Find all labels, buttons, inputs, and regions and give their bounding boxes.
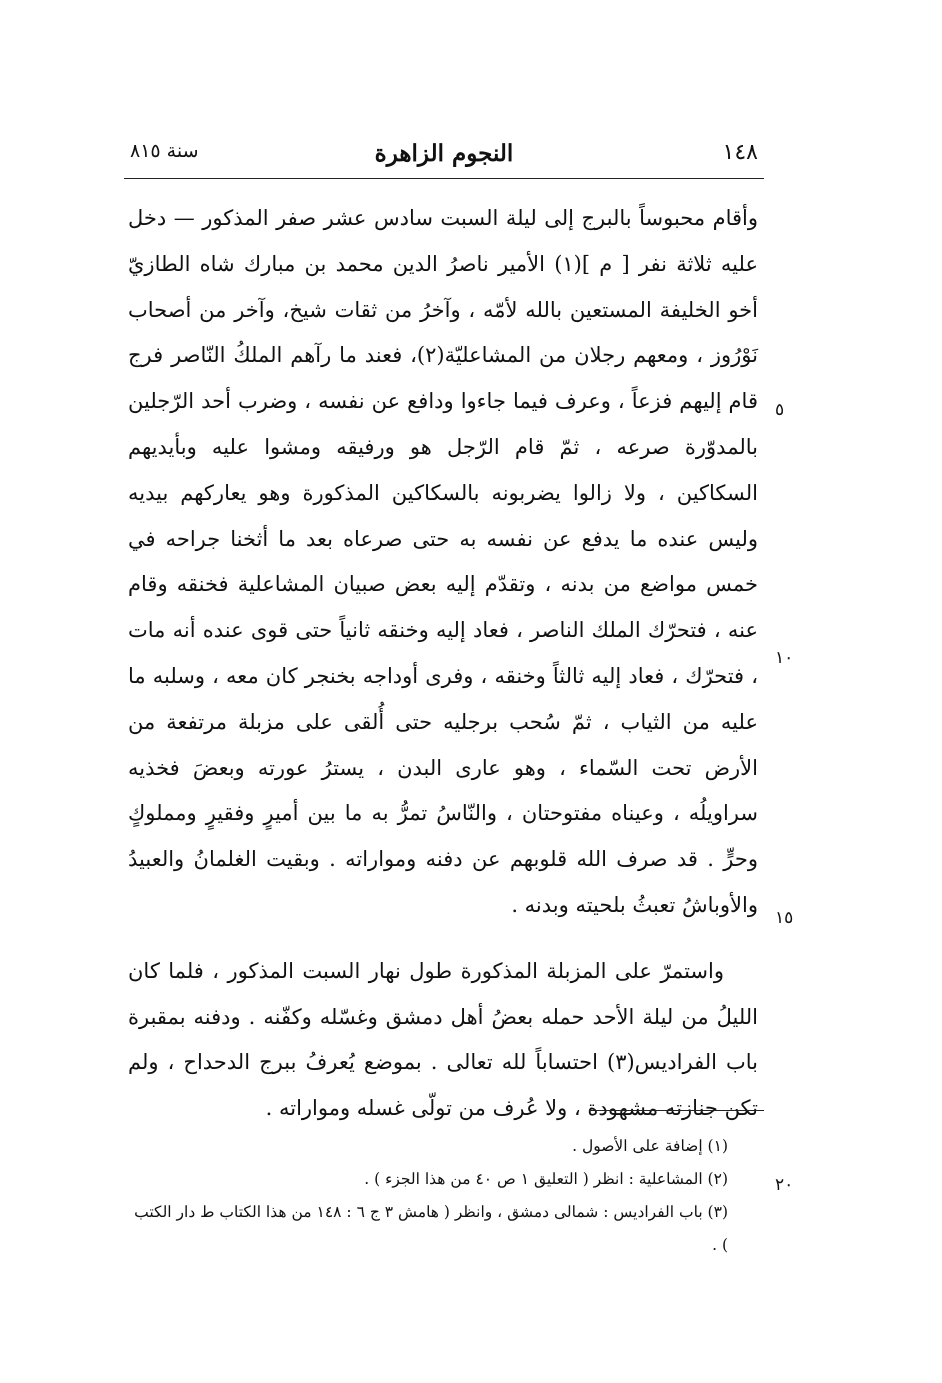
header-rule — [124, 178, 764, 179]
page-header — [124, 140, 764, 176]
book-title: النجوم الزاهرة — [374, 140, 514, 167]
page-number: ١٤٨ — [722, 140, 758, 165]
footnote-1: (١) إضافة على الأصول . — [572, 1137, 728, 1155]
line-marker-5: ٥ — [775, 400, 785, 420]
line-marker-10: ١٠ — [775, 648, 794, 668]
year-label: سنة ٨١٥ — [130, 140, 199, 162]
line-marker-15: ١٥ — [775, 908, 794, 928]
paragraph-2: واستمرّ على المزبلة المذكورة طول نهار السبت المذكور ، فلما كان الليلُ من ليلة الأحد حمله بعضُ أهل دمشق وغسّله وكفّنه . ودفنه بمقبرة باب الفراديس(٣) احتساباً لله تعالى . بموضع يُعرفُ ببرج الدحداح ، ولم تكن جنازته مشهودة ، ولا عُرف من تولّى غسله ومواراته . — [128, 958, 758, 1121]
footnote-rule — [590, 1110, 764, 1111]
footnote-3: (٣) باب الفراديس : شمالى دمشق ، وانظر ( هامش ٣ ج ٦ : ١٤٨ من هذا الكتاب ط دار الكتب ) . — [134, 1203, 728, 1254]
footnotes — [128, 1130, 728, 1262]
paragraph-1: وأقام محبوساً بالبرج إلى ليلة السبت سادس عشر صفر المذكور — دخل عليه ثلاثة نفر [ م ](١) الأمير ناصرُ الدين محمد بن مبارك شاه الطازيّ أخو الخليفة المستعين بالله لأمّه ، وآخرُ من ثقات شيخ، وآخر من أصحاب نَوْرُوز ، ومعهم رجلان من المشاعليّة(٢)، فعند ما رآهم الملكُ النّاصر فرج قام إليهم فزعاً ، وعرف فيما جاءوا ودافع عن نفسه ، وضرب أحد الرّجلين بالمدوّرة صرعه ، ثمّ قام الرّجل هو ورفيقه ومشوا عليه وبأيديهم السكاكين ، ولا زالوا يضربونه بالسكاكين المذكورة وهو يعاركهم بيديه وليس عنده ما يدفع عن نفسه به حتى صرعاه بعد ما أثخنا جراحه في خمس مواضع من بدنه ، وتقدّم إليه بعض صبيان المشاعلية فخنقه وقام عنه ، فتحرّك الملك الناصر ، فعاد إليه وخنقه ثانياً حتى قوى عنده أنه مات ، فتحرّك ، فعاد إليه ثالثاً وخنقه ، وفرى أوداجه بخنجر كان معه ، وسلبه ما عليه من الثياب ، ثمّ سُحب برجليه حتى أُلقى على مزبلة مرتفعة من الأرض تحت السّماء ، وهو عارى البدن ، يسترُ عورته وبعضَ فخذيه سراويلُه ، وعيناه مفتوحتان ، والنّاسُ تمرُّ به ما بين أميرٍ وفقيرٍ ومملوكٍ وحرٍّ . قد صرف الله قلوبهم عن دفنه ومواراته . وبقيت الغلمانُ والعبيدُ والأوباشُ تعبثُ بلحيته وبدنه . — [128, 206, 758, 917]
line-marker-20: ٢٠ — [775, 1175, 794, 1195]
footnote-2: (٢) المشاعلية : انظر ( التعليق ١ ص ٤٠ من هذا الجزء ) . — [364, 1170, 728, 1188]
main-text — [128, 196, 758, 1132]
